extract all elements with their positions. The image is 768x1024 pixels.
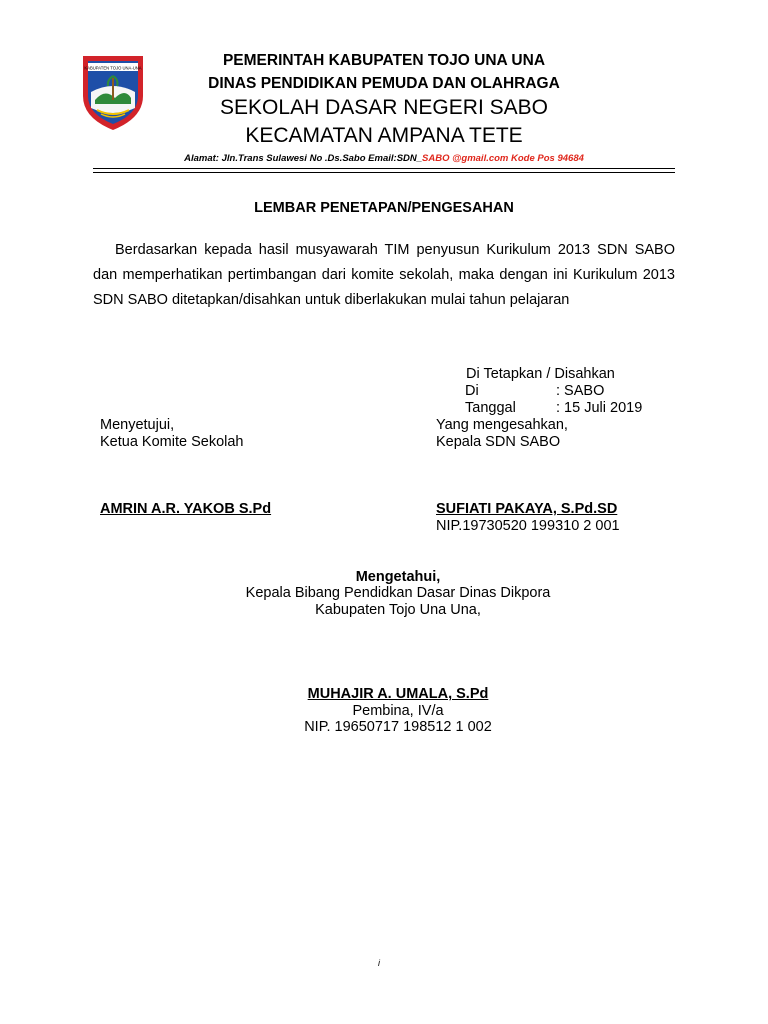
address-text: Alamat: Jln.Trans Sulawesi No .Ds.Sabo Email:SDN_	[184, 153, 423, 164]
acknowledgement-nip: NIP. 19650717 198512 1 002	[304, 719, 492, 735]
acknowledgement-position: Kepala Bibang Pendidkan Dasar Dinas Dikpora	[245, 585, 551, 601]
stipulation-date-label: Tanggal	[465, 400, 516, 416]
header-department-line: DINAS PENDIDIKAN PEMUDA DAN OLAHRAGA	[208, 75, 560, 92]
right-signatory-name: SUFIATI PAKAYA, S.Pd.SD	[436, 501, 618, 517]
acknowledgement-heading: Mengetahui,	[355, 569, 441, 585]
stipulation-heading: Di Tetapkan / Disahkan	[466, 366, 615, 382]
left-signatory-approval: Menyetujui,	[100, 417, 175, 433]
header-address	[93, 153, 675, 164]
stipulation-place-label: Di	[465, 383, 479, 399]
right-signatory-approval: Yang mengesahkan,	[436, 417, 568, 433]
regency-crest-logo	[77, 52, 149, 132]
header-divider-thick	[93, 168, 675, 169]
regency-crest-icon	[77, 52, 149, 132]
page-number: i	[378, 958, 380, 968]
stipulation-date-value: : 15 Juli 2019	[556, 400, 643, 416]
header-divider-thin	[93, 172, 675, 173]
body-paragraph: Berdasarkan kepada hasil musyawarah TIM penyusun Kurikulum 2013 SDN SABO dan memperhatikan pertimbangan dari komite sekolah, maka dengan ini Kurikulum 2013 SDN SABO ditetapkan/disahkan untuk diberlakukan mulai tahun pelajaran	[93, 242, 675, 308]
acknowledgement-regency: Kabupaten Tojo Una Una,	[315, 602, 481, 618]
left-signatory-name: AMRIN A.R. YAKOB S.Pd	[100, 501, 272, 517]
logo-text: KABUPATEN TOJO UNA-UNA	[84, 65, 142, 71]
right-signatory-nip: NIP.19730520 199310 2 001	[436, 518, 620, 534]
acknowledgement-rank: Pembina, IV/a	[352, 703, 444, 719]
address-email-postcode: SABO @gmail.com Kode Pos 94684	[422, 153, 584, 164]
stipulation-place-value: : SABO	[556, 383, 605, 399]
document-title: LEMBAR PENETAPAN/PENGESAHAN	[254, 200, 514, 216]
left-signatory-title: Ketua Komite Sekolah	[100, 434, 244, 450]
acknowledgement-name: MUHAJIR A. UMALA, S.Pd	[307, 686, 489, 702]
header-government-line: PEMERINTAH KABUPATEN TOJO UNA UNA	[222, 52, 546, 69]
right-signatory-title: Kepala SDN SABO	[436, 434, 561, 450]
header-school-name: SEKOLAH DASAR NEGERI SABO	[220, 96, 548, 119]
header-district: KECAMATAN AMPANA TETE	[245, 124, 523, 147]
